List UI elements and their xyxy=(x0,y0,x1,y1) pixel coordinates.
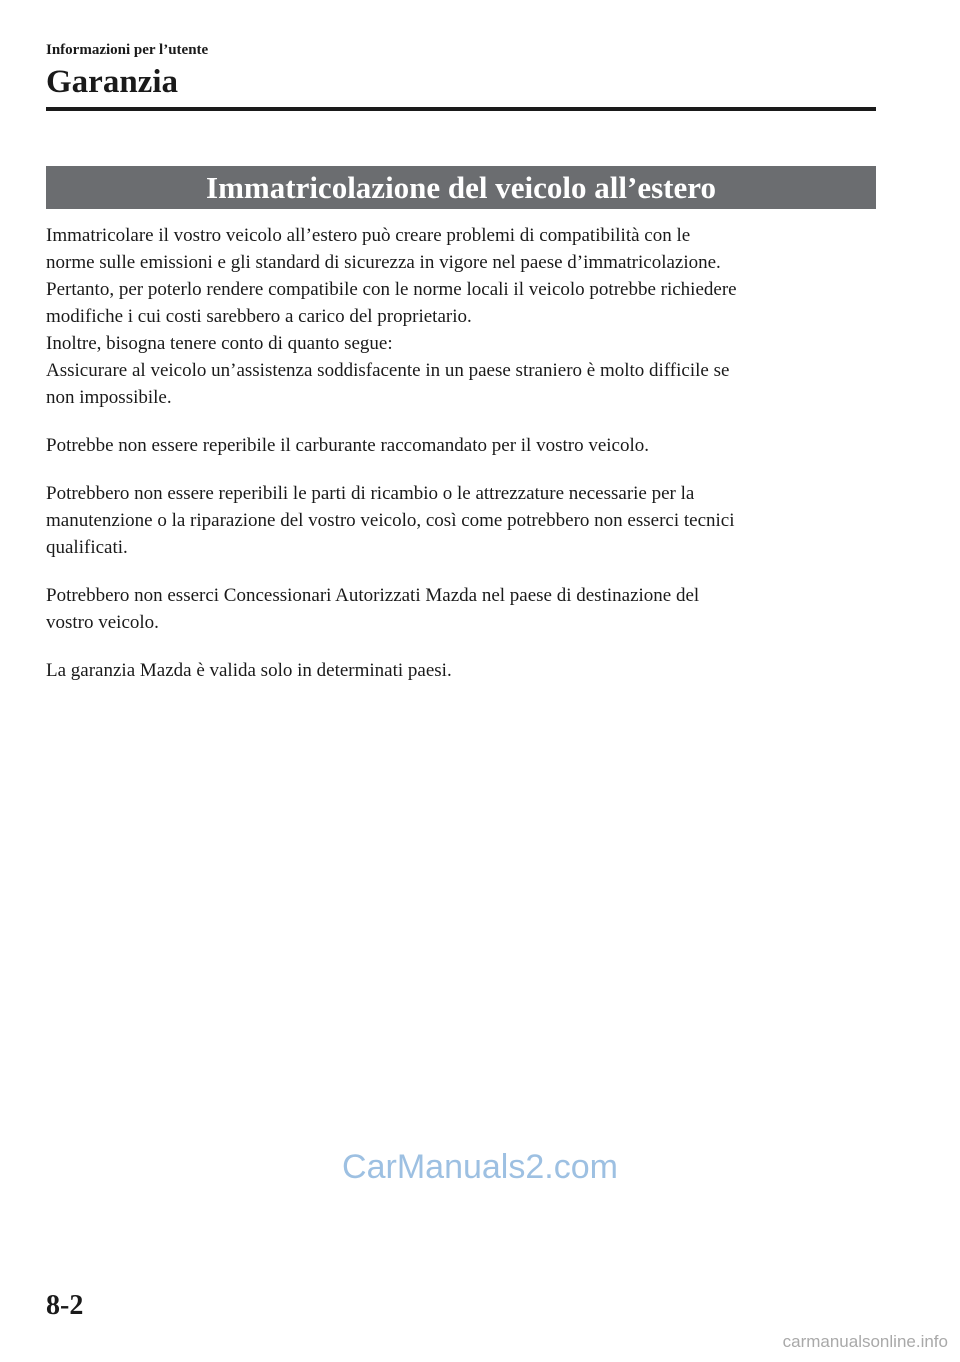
text-line: norme sulle emissioni e gli standard di sicurezza in vigore nel paese d’immatricolazione. xyxy=(46,252,721,273)
text-line: Potrebbe non essere reperibile il carburante raccomandato per il vostro veicolo. xyxy=(46,435,650,456)
paragraph-2 xyxy=(46,432,876,459)
text-line: vostro veicolo. xyxy=(46,612,159,633)
text-line: Assicurare al veicolo un’assistenza soddisfacente in un paese straniero è molto difficile se xyxy=(46,360,730,381)
paragraph-4 xyxy=(46,582,876,636)
paragraph-gap xyxy=(46,561,876,582)
text-line: Inoltre, bisogna tenere conto di quanto segue: xyxy=(46,333,393,354)
text-line: manutenzione o la riparazione del vostro veicolo, così come potrebbero non esserci tecnici xyxy=(46,510,735,531)
chapter-title: Garanzia xyxy=(46,64,178,100)
text-line: modifiche i cui costi sarebbero a carico del proprietario. xyxy=(46,306,472,327)
body-text xyxy=(46,222,876,684)
text-line: qualificati. xyxy=(46,537,128,558)
section-heading-bar xyxy=(46,166,876,209)
paragraph-3 xyxy=(46,480,876,561)
header-divider xyxy=(46,107,876,111)
text-line: Pertanto, per poterlo rendere compatibile con le norme locali il veicolo potrebbe richiedere xyxy=(46,279,737,300)
page-number: 8-2 xyxy=(46,1290,84,1321)
text-line: La garanzia Mazda è valida solo in determinati paesi. xyxy=(46,660,452,681)
text-line: non impossibile. xyxy=(46,387,172,408)
text-line: Immatricolare il vostro veicolo all’estero può creare problemi di compatibilità con le xyxy=(46,225,691,246)
section-heading: Immatricolazione del veicolo all’estero xyxy=(206,169,716,205)
paragraph-1 xyxy=(46,222,876,411)
text-line: Potrebbero non esserci Concessionari Autorizzati Mazda nel paese di destinazione del xyxy=(46,585,700,606)
footer-site-watermark: carmanualsonline.info xyxy=(782,1332,948,1351)
text-line: Potrebbero non essere reperibili le parti di ricambio o le attrezzature necessarie per la xyxy=(46,483,695,504)
paragraph-gap xyxy=(46,459,876,480)
paragraph-gap xyxy=(46,411,876,432)
paragraph-gap xyxy=(46,636,876,657)
section-label: Informazioni per l’utente xyxy=(46,42,209,58)
watermark: CarManuals2.com xyxy=(342,1148,618,1186)
paragraph-5 xyxy=(46,657,876,684)
